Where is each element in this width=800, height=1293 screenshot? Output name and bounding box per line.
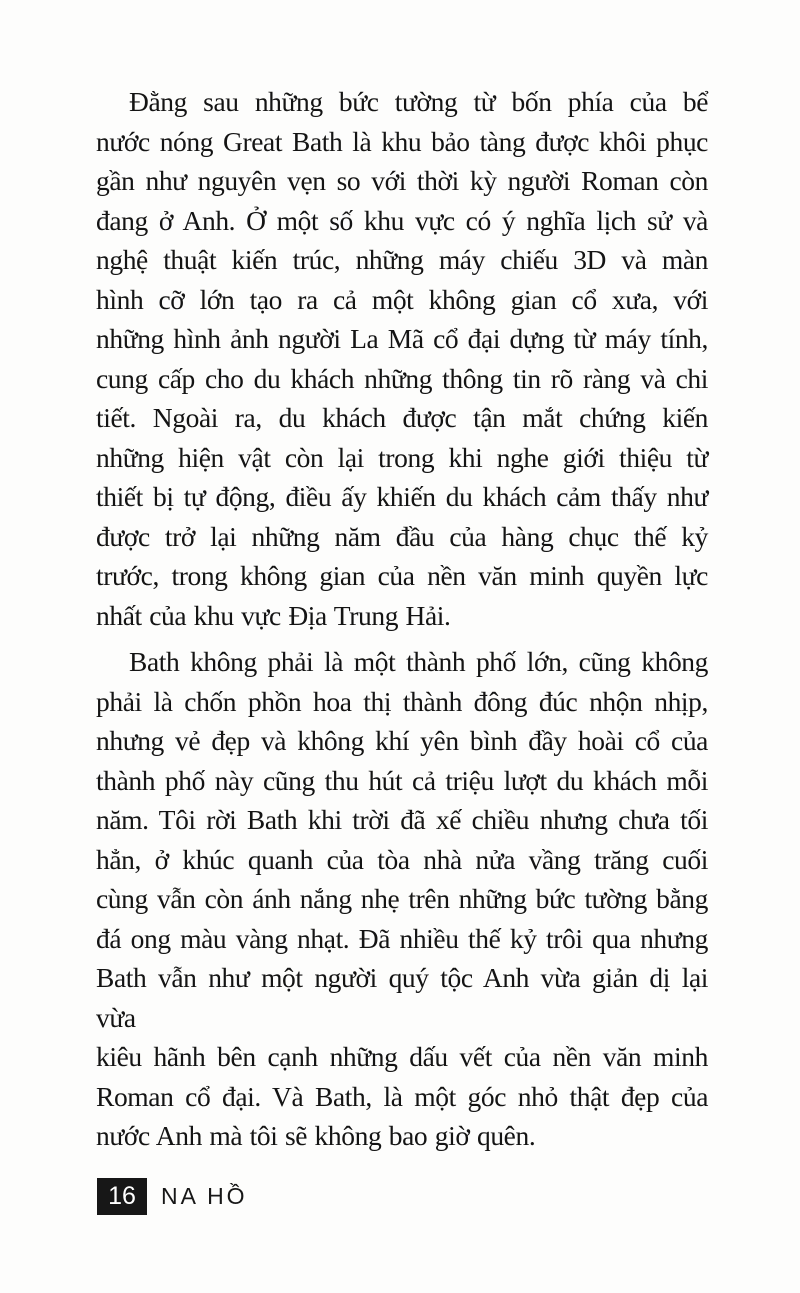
text-line: thành phố này cũng thu hút cả triệu lượt du khách mỗi bbox=[96, 764, 708, 796]
text-line: Đằng sau những bức tường từ bốn phía của bể bbox=[129, 86, 708, 117]
text-line: nghệ thuật kiến trúc, những máy chiếu 3D và màn bbox=[96, 244, 708, 275]
text-line: tiết. Ngoài ra, du khách được tận mắt chứng kiến bbox=[96, 402, 708, 433]
text-line: phải là chốn phồn hoa thị thành đông đúc nhộn nhịp, bbox=[96, 685, 708, 717]
text-line: kiêu hãnh bên cạnh những dấu vết của nền văn minh bbox=[96, 1041, 708, 1072]
page-text bbox=[96, 82, 708, 1156]
text-line: cung cấp cho du khách những thông tin rõ ràng và chi bbox=[96, 362, 708, 394]
text-line: gần như nguyên vẹn so với thời kỳ người Roman còn bbox=[96, 165, 708, 196]
text-line: nhưng vẻ đẹp và không khí yên bình đầy hoài cổ của bbox=[96, 725, 708, 756]
paragraph bbox=[96, 642, 708, 1156]
text-line: những hiện vật còn lại trong khi nghe giới thiệu từ bbox=[96, 441, 708, 473]
text-line: Roman cổ đại. Và Bath, là một góc nhỏ thật đẹp của bbox=[96, 1080, 708, 1112]
text-line: đang ở Anh. Ở một số khu vực có ý nghĩa lịch sử và bbox=[96, 204, 708, 236]
text-line: đá ong màu vàng nhạt. Đã nhiều thế kỷ trôi qua nhưng bbox=[96, 922, 708, 954]
text-line: hình cỡ lớn tạo ra cả một không gian cổ xưa, với bbox=[96, 283, 708, 315]
text-line: được trở lại những năm đầu của hàng chục thế kỷ bbox=[96, 520, 708, 552]
text-line: nước Anh mà tôi sẽ không bao giờ quên. bbox=[96, 1120, 536, 1151]
author-name: NA HỒ bbox=[161, 1183, 248, 1209]
text-line: trước, trong không gian của nền văn minh quyền lực bbox=[96, 560, 708, 591]
text-line: hẳn, ở khúc quanh của tòa nhà nửa vầng trăng cuối bbox=[96, 843, 708, 875]
page-number-badge: 16 bbox=[97, 1178, 147, 1215]
text-line: năm. Tôi rời Bath khi trời đã xế chiều nhưng chưa tối bbox=[96, 804, 708, 835]
text-line: Bath vẫn như một người quý tộc Anh vừa giản dị lại vừa bbox=[96, 962, 708, 1033]
text-line: thiết bị tự động, điều ấy khiến du khách cảm thấy như bbox=[96, 481, 708, 512]
text-line: nước nóng Great Bath là khu bảo tàng được khôi phục bbox=[96, 125, 708, 157]
text-line: những hình ảnh người La Mã cổ đại dựng từ máy tính, bbox=[96, 323, 708, 354]
page-footer bbox=[97, 1178, 248, 1215]
text-line: Bath không phải là một thành phố lớn, cũng không bbox=[129, 646, 708, 677]
paragraph bbox=[96, 82, 708, 635]
text-line: cùng vẫn còn ánh nắng nhẹ trên những bức tường bằng bbox=[96, 883, 708, 914]
text-line: nhất của khu vực Địa Trung Hải. bbox=[96, 599, 451, 631]
